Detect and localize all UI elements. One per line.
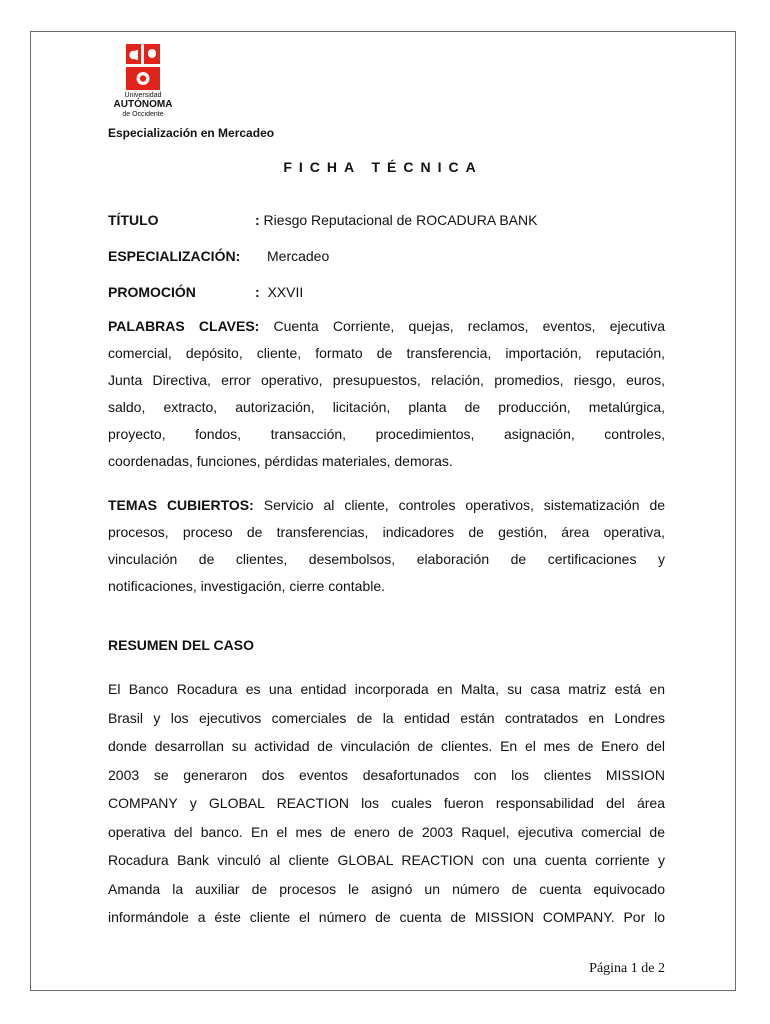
summary-paragraph: [108, 675, 665, 932]
titulo-value: [255, 212, 537, 228]
titulo-colon: :: [255, 212, 260, 228]
promocion-value: [255, 284, 303, 300]
summary-line: Amanda la auxiliar de procesos le asignó un número de cuenta equivocado: [108, 880, 665, 897]
summary-line: donde desarrollan su actividad de vinculación de clientes. En el mes de Enero del: [108, 738, 665, 754]
summary-line: Brasil y los ejecutivos comerciales de la entidad están contratados en Londres: [108, 709, 665, 726]
topics-paragraph: [108, 492, 665, 600]
summary-line: 2003 se generaron dos eventos desafortunados con los clientes MISSION: [108, 766, 665, 783]
keywords-line: coordenadas, funciones, pérdidas materiales, demoras.: [108, 453, 453, 469]
keywords-line: Junta Directiva, error operativo, presupuestos, relación, promedios, riesgo, euros,: [108, 372, 665, 388]
topics-line: vinculación de clientes, desembolsos, elaboración de certificaciones y: [108, 551, 665, 567]
promocion-text: XXVII: [267, 284, 304, 300]
topics-line-text: Servicio al cliente, controles operativos, sistematización de: [263, 497, 666, 513]
program-name: Especialización en Mercadeo: [108, 126, 275, 140]
logo-line-1: Universidad: [124, 92, 162, 99]
summary-line: COMPANY y GLOBAL REACTION los cuales fueron responsabilidad del área: [108, 795, 665, 811]
logo-line-3: de Occidente: [122, 111, 164, 118]
logo-line-2: AUTÓNOMA: [113, 99, 173, 110]
topics-label: TEMAS CUBIERTOS:: [108, 497, 254, 513]
especializacion-label: ESPECIALIZACIÓN:: [108, 248, 241, 264]
keywords-line: comercial, depósito, cliente, formato de transferencia, importación, reputación,: [108, 345, 665, 361]
summary-line: El Banco Rocadura es una entidad incorporada en Malta, su casa matriz está en: [108, 681, 665, 697]
summary-line: operativa del banco. En el mes de enero de 2003 Raquel, ejecutiva comercial de: [108, 823, 665, 840]
document-page: [30, 31, 736, 991]
keywords-label: PALABRAS CLAVES:: [108, 318, 260, 334]
promocion-label: PROMOCIÓN: [108, 284, 196, 300]
topics-line: [108, 492, 665, 519]
titulo-label: TÍTULO: [108, 212, 159, 228]
page-number: Página 1 de 2: [589, 961, 665, 976]
keywords-line: proyecto, fondos, transacción, procedimientos, asignación, controles,: [108, 426, 665, 442]
university-logo: [108, 44, 178, 118]
summary-heading: RESUMEN DEL CASO: [108, 637, 254, 653]
summary-line: Rocadura Bank vinculó al cliente GLOBAL REACTION con una cuenta corriente y: [108, 852, 665, 868]
keywords-line-text: Cuenta Corriente, quejas, reclamos, eventos, ejecutiva: [273, 318, 666, 334]
keywords-paragraph: [108, 313, 665, 475]
logo-mark-icon: [126, 44, 160, 90]
keywords-line: [108, 313, 665, 340]
summary-line: informándole a éste cliente el número de cuenta de MISSION COMPANY. Por lo: [108, 909, 665, 925]
promocion-colon: :: [255, 284, 260, 300]
titulo-text: Riesgo Reputacional de ROCADURA BANK: [259, 212, 538, 228]
especializacion-value: Mercadeo: [267, 248, 330, 264]
topics-line: procesos, proceso de transferencias, indicadores de gestión, área operativa,: [108, 524, 665, 540]
topics-line: notificaciones, investigación, cierre contable.: [108, 578, 386, 594]
document-title: FICHA TÉCNICA: [283, 159, 483, 175]
keywords-line: saldo, extracto, autorización, licitación, planta de producción, metalúrgica,: [108, 399, 665, 415]
